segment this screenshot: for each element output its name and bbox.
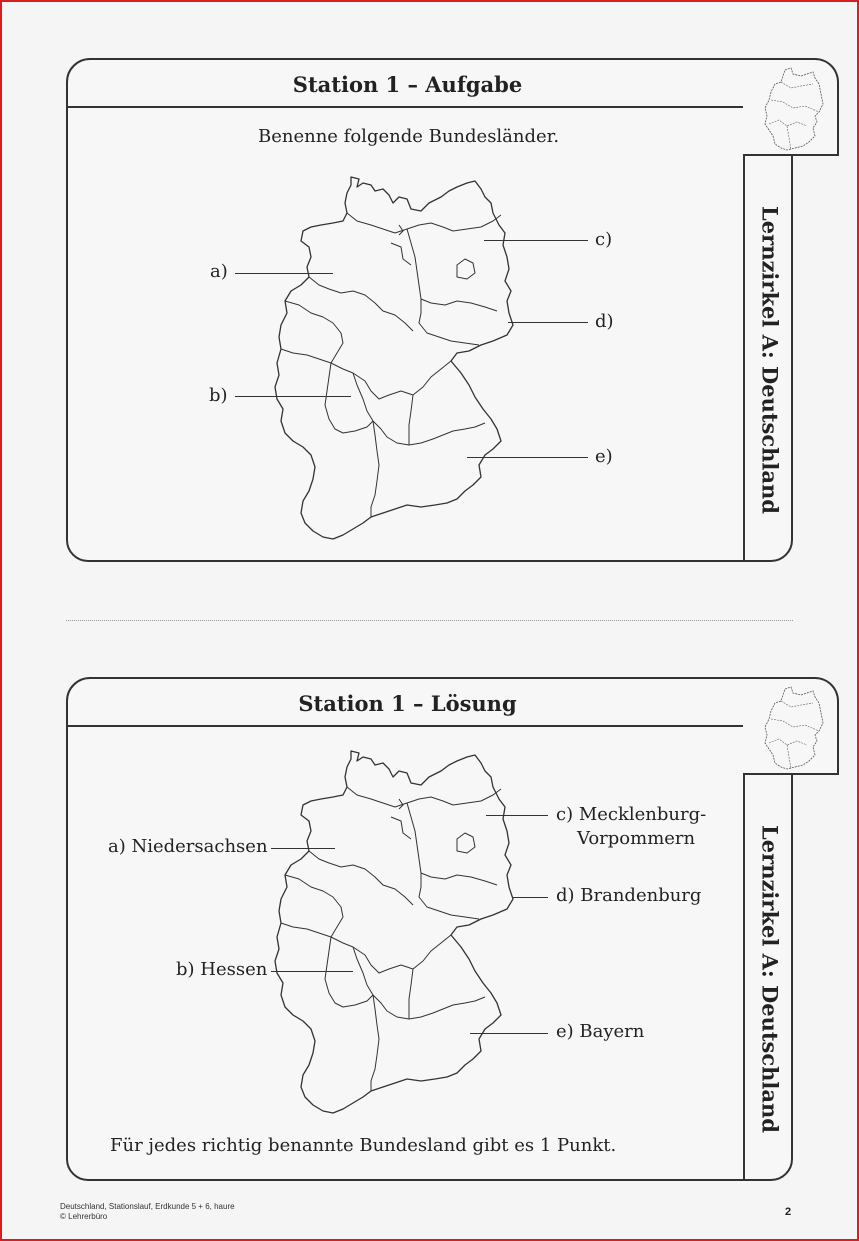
solution-leader-c — [486, 815, 548, 816]
leader-line-a — [235, 273, 333, 274]
solution-side-label: Lernzirkel A: Deutschland — [757, 825, 783, 1133]
leader-line-b — [235, 396, 351, 397]
solution-note: Für jedes richtig benannte Bundesland gibt es 1 Punkt. — [110, 1135, 617, 1156]
task-side-label: Lernzirkel A: Deutschland — [757, 206, 783, 514]
solution-label-c-line1: c) Mecklenburg- — [556, 804, 707, 825]
footer-line-1: Deutschland, Stationslauf, Erdkunde 5 + 6, haure — [60, 1202, 235, 1211]
solution-label-c-line2: Vorpommern — [577, 828, 696, 849]
solution-leader-d — [512, 897, 548, 898]
germany-map — [271, 747, 551, 1117]
solution-label-e: e) Bayern — [556, 1021, 645, 1042]
leader-line-e — [467, 457, 588, 458]
page-number: 2 — [785, 1206, 792, 1218]
leader-line-d — [508, 322, 588, 323]
task-card — [66, 58, 793, 562]
cut-line — [66, 620, 793, 621]
leader-line-c — [484, 240, 588, 241]
solution-card-title: Station 1 – Lösung — [68, 679, 747, 727]
germany-map-icon — [757, 685, 827, 771]
label-d: d) — [595, 311, 614, 332]
solution-side-bar — [743, 773, 793, 1181]
germany-map-icon — [757, 66, 827, 152]
solution-mini-map-tab — [743, 677, 839, 775]
solution-leader-a — [271, 848, 335, 849]
germany-map — [271, 173, 551, 543]
solution-label-a: a) Niedersachsen — [108, 836, 268, 857]
solution-leader-e — [470, 1033, 548, 1034]
footer — [60, 1202, 235, 1222]
task-instruction: Benenne folgende Bundesländer. — [258, 126, 560, 147]
solution-label-b: b) Hessen — [176, 959, 268, 980]
task-mini-map-tab — [743, 58, 839, 156]
solution-card — [66, 677, 793, 1181]
label-e: e) — [595, 446, 613, 467]
solution-leader-b — [271, 971, 353, 972]
task-card-title: Station 1 – Aufgabe — [68, 60, 747, 108]
footer-line-2: © Lehrerbüro — [60, 1212, 108, 1221]
solution-label-d: d) Brandenburg — [556, 885, 702, 906]
label-c: c) — [595, 229, 613, 250]
task-side-bar — [743, 154, 793, 562]
label-b: b) — [209, 385, 228, 406]
label-a: a) — [210, 261, 228, 282]
